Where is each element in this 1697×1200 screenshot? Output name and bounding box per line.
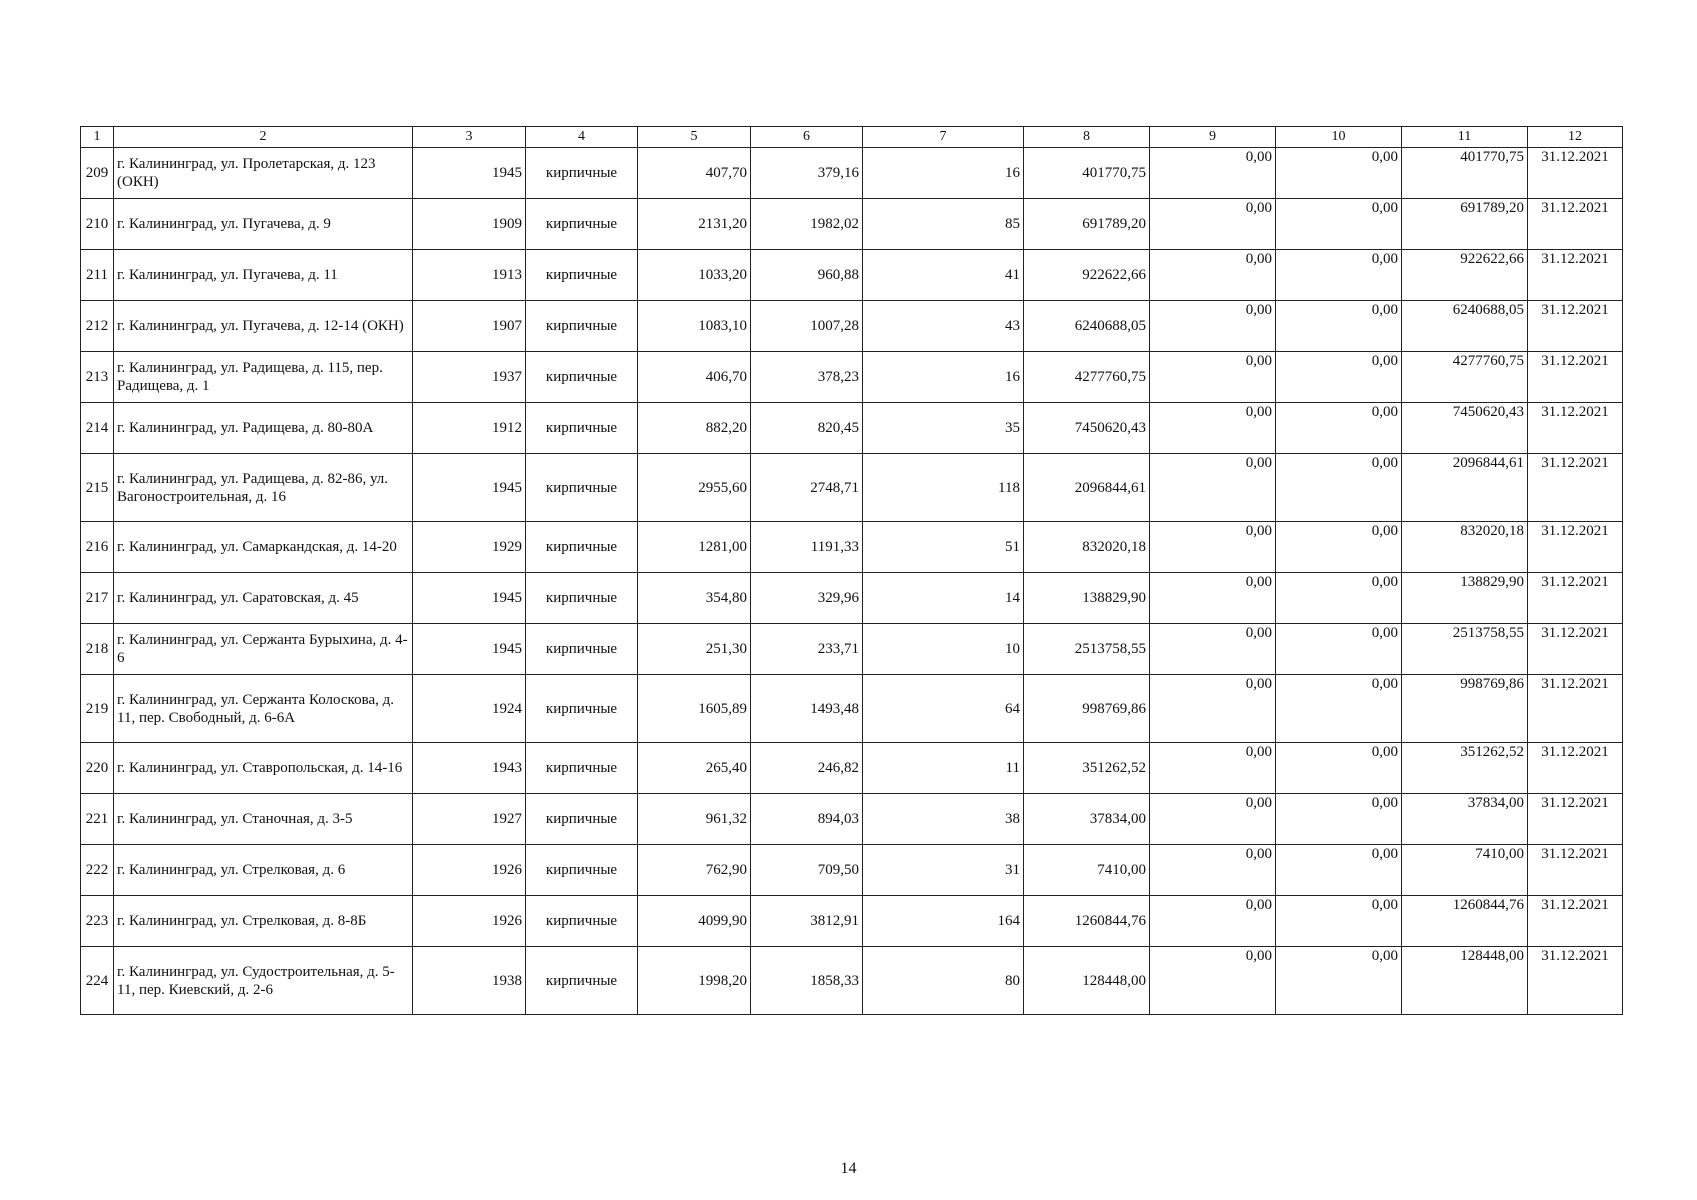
col11-cell: 138829,90 — [1402, 573, 1528, 624]
col9-cell: 0,00 — [1150, 352, 1276, 403]
table-row — [81, 522, 1623, 573]
col10-cell: 0,00 — [1276, 573, 1402, 624]
year-cell: 1943 — [413, 743, 526, 794]
col5-cell: 1083,10 — [638, 301, 751, 352]
address-cell: г. Калининград, ул. Радищева, д. 80-80А — [114, 403, 413, 454]
col-header-3: 3 — [413, 127, 526, 148]
col7-cell: 41 — [863, 250, 1024, 301]
year-cell: 1945 — [413, 573, 526, 624]
deadline-date-cell: 31.12.2021 — [1528, 845, 1623, 896]
col9-cell: 0,00 — [1150, 199, 1276, 250]
col10-cell: 0,00 — [1276, 301, 1402, 352]
col5-cell: 407,70 — [638, 148, 751, 199]
table-row — [81, 250, 1623, 301]
wall-material-cell: кирпичные — [526, 675, 638, 743]
row-number: 212 — [81, 301, 114, 352]
table-row — [81, 896, 1623, 947]
year-cell: 1938 — [413, 947, 526, 1015]
wall-material-cell: кирпичные — [526, 845, 638, 896]
address-cell: г. Калининград, ул. Саратовская, д. 45 — [114, 573, 413, 624]
col5-cell: 251,30 — [638, 624, 751, 675]
col5-cell: 882,20 — [638, 403, 751, 454]
table-row — [81, 675, 1623, 743]
col10-cell: 0,00 — [1276, 403, 1402, 454]
address-cell: г. Калининград, ул. Ставропольская, д. 14-16 — [114, 743, 413, 794]
table-row — [81, 743, 1623, 794]
col8-cell: 998769,86 — [1024, 675, 1150, 743]
table-row — [81, 199, 1623, 250]
col7-cell: 38 — [863, 794, 1024, 845]
col8-cell: 401770,75 — [1024, 148, 1150, 199]
table-row — [81, 352, 1623, 403]
col11-cell: 832020,18 — [1402, 522, 1528, 573]
col8-cell: 1260844,76 — [1024, 896, 1150, 947]
row-number: 213 — [81, 352, 114, 403]
col7-cell: 43 — [863, 301, 1024, 352]
col11-cell: 351262,52 — [1402, 743, 1528, 794]
year-cell: 1937 — [413, 352, 526, 403]
col7-cell: 35 — [863, 403, 1024, 454]
deadline-date-cell: 31.12.2021 — [1528, 148, 1623, 199]
col7-cell: 51 — [863, 522, 1024, 573]
table-row — [81, 845, 1623, 896]
wall-material-cell: кирпичные — [526, 250, 638, 301]
row-number: 215 — [81, 454, 114, 522]
page-number: 14 — [840, 1160, 857, 1177]
col9-cell: 0,00 — [1150, 250, 1276, 301]
col9-cell: 0,00 — [1150, 148, 1276, 199]
wall-material-cell: кирпичные — [526, 947, 638, 1015]
year-cell: 1929 — [413, 522, 526, 573]
col5-cell: 265,40 — [638, 743, 751, 794]
address-cell: г. Калининград, ул. Пугачева, д. 9 — [114, 199, 413, 250]
col6-cell: 1982,02 — [751, 199, 863, 250]
row-number: 214 — [81, 403, 114, 454]
wall-material-cell: кирпичные — [526, 573, 638, 624]
col5-cell: 2131,20 — [638, 199, 751, 250]
col9-cell: 0,00 — [1150, 301, 1276, 352]
col5-cell: 961,32 — [638, 794, 751, 845]
deadline-date-cell: 31.12.2021 — [1528, 403, 1623, 454]
col10-cell: 0,00 — [1276, 148, 1402, 199]
col6-cell: 1191,33 — [751, 522, 863, 573]
col11-cell: 6240688,05 — [1402, 301, 1528, 352]
col9-cell: 0,00 — [1150, 794, 1276, 845]
deadline-date-cell: 31.12.2021 — [1528, 794, 1623, 845]
col5-cell: 1605,89 — [638, 675, 751, 743]
address-cell: г. Калининград, ул. Судостроительная, д. 5-11, пер. Киевский, д. 2-6 — [114, 947, 413, 1015]
col9-cell: 0,00 — [1150, 845, 1276, 896]
year-cell: 1926 — [413, 896, 526, 947]
row-number: 219 — [81, 675, 114, 743]
col9-cell: 0,00 — [1150, 947, 1276, 1015]
wall-material-cell: кирпичные — [526, 403, 638, 454]
col8-cell: 832020,18 — [1024, 522, 1150, 573]
col6-cell: 1007,28 — [751, 301, 863, 352]
table-row — [81, 573, 1623, 624]
year-cell: 1945 — [413, 624, 526, 675]
wall-material-cell: кирпичные — [526, 352, 638, 403]
col6-cell: 709,50 — [751, 845, 863, 896]
col7-cell: 85 — [863, 199, 1024, 250]
deadline-date-cell: 31.12.2021 — [1528, 250, 1623, 301]
col7-cell: 14 — [863, 573, 1024, 624]
col8-cell: 37834,00 — [1024, 794, 1150, 845]
deadline-date-cell: 31.12.2021 — [1528, 675, 1623, 743]
table-row — [81, 301, 1623, 352]
col9-cell: 0,00 — [1150, 573, 1276, 624]
col-header-4: 4 — [526, 127, 638, 148]
col6-cell: 2748,71 — [751, 454, 863, 522]
address-cell: г. Калининград, ул. Пугачева, д. 11 — [114, 250, 413, 301]
address-cell: г. Калининград, ул. Стрелковая, д. 8-8Б — [114, 896, 413, 947]
col5-cell: 406,70 — [638, 352, 751, 403]
col6-cell: 379,16 — [751, 148, 863, 199]
col11-cell: 401770,75 — [1402, 148, 1528, 199]
col9-cell: 0,00 — [1150, 403, 1276, 454]
wall-material-cell: кирпичные — [526, 148, 638, 199]
col10-cell: 0,00 — [1276, 743, 1402, 794]
col5-cell: 354,80 — [638, 573, 751, 624]
wall-material-cell: кирпичные — [526, 896, 638, 947]
col6-cell: 246,82 — [751, 743, 863, 794]
col10-cell: 0,00 — [1276, 352, 1402, 403]
col11-cell: 2096844,61 — [1402, 454, 1528, 522]
wall-material-cell: кирпичные — [526, 454, 638, 522]
table-row — [81, 624, 1623, 675]
housing-table — [80, 126, 1623, 1015]
table-row — [81, 148, 1623, 199]
col-header-7: 7 — [863, 127, 1024, 148]
address-cell: г. Калининград, ул. Стрелковая, д. 6 — [114, 845, 413, 896]
row-number: 209 — [81, 148, 114, 199]
col7-cell: 10 — [863, 624, 1024, 675]
col11-cell: 4277760,75 — [1402, 352, 1528, 403]
col8-cell: 7410,00 — [1024, 845, 1150, 896]
col8-cell: 691789,20 — [1024, 199, 1150, 250]
col8-cell: 351262,52 — [1024, 743, 1150, 794]
col5-cell: 4099,90 — [638, 896, 751, 947]
deadline-date-cell: 31.12.2021 — [1528, 352, 1623, 403]
row-number: 220 — [81, 743, 114, 794]
col-header-9: 9 — [1150, 127, 1276, 148]
address-cell: г. Калининград, ул. Радищева, д. 115, пер. Радищева, д. 1 — [114, 352, 413, 403]
col7-cell: 16 — [863, 352, 1024, 403]
col11-cell: 691789,20 — [1402, 199, 1528, 250]
wall-material-cell: кирпичные — [526, 199, 638, 250]
year-cell: 1926 — [413, 845, 526, 896]
col6-cell: 3812,91 — [751, 896, 863, 947]
col9-cell: 0,00 — [1150, 624, 1276, 675]
table-row — [81, 403, 1623, 454]
row-number: 210 — [81, 199, 114, 250]
year-cell: 1945 — [413, 148, 526, 199]
col7-cell: 11 — [863, 743, 1024, 794]
col10-cell: 0,00 — [1276, 896, 1402, 947]
col11-cell: 998769,86 — [1402, 675, 1528, 743]
table-row — [81, 454, 1623, 522]
col-header-5: 5 — [638, 127, 751, 148]
row-number: 224 — [81, 947, 114, 1015]
col10-cell: 0,00 — [1276, 794, 1402, 845]
deadline-date-cell: 31.12.2021 — [1528, 947, 1623, 1015]
year-cell: 1912 — [413, 403, 526, 454]
address-cell: г. Калининград, ул. Самаркандская, д. 14-20 — [114, 522, 413, 573]
col10-cell: 0,00 — [1276, 947, 1402, 1015]
col-header-10: 10 — [1276, 127, 1402, 148]
col7-cell: 80 — [863, 947, 1024, 1015]
col8-cell: 128448,00 — [1024, 947, 1150, 1015]
col7-cell: 16 — [863, 148, 1024, 199]
year-cell: 1913 — [413, 250, 526, 301]
wall-material-cell: кирпичные — [526, 301, 638, 352]
col9-cell: 0,00 — [1150, 522, 1276, 573]
col7-cell: 118 — [863, 454, 1024, 522]
col8-cell: 6240688,05 — [1024, 301, 1150, 352]
col11-cell: 1260844,76 — [1402, 896, 1528, 947]
col10-cell: 0,00 — [1276, 845, 1402, 896]
col8-cell: 922622,66 — [1024, 250, 1150, 301]
deadline-date-cell: 31.12.2021 — [1528, 573, 1623, 624]
address-cell: г. Калининград, ул. Станочная, д. 3-5 — [114, 794, 413, 845]
wall-material-cell: кирпичные — [526, 624, 638, 675]
col6-cell: 1493,48 — [751, 675, 863, 743]
col10-cell: 0,00 — [1276, 675, 1402, 743]
table-row — [81, 794, 1623, 845]
deadline-date-cell: 31.12.2021 — [1528, 522, 1623, 573]
wall-material-cell: кирпичные — [526, 794, 638, 845]
col9-cell: 0,00 — [1150, 896, 1276, 947]
col6-cell: 960,88 — [751, 250, 863, 301]
col-header-12: 12 — [1528, 127, 1623, 148]
col6-cell: 1858,33 — [751, 947, 863, 1015]
col8-cell: 138829,90 — [1024, 573, 1150, 624]
col11-cell: 7410,00 — [1402, 845, 1528, 896]
address-cell: г. Калининград, ул. Пролетарская, д. 123 (ОКН) — [114, 148, 413, 199]
year-cell: 1945 — [413, 454, 526, 522]
col5-cell: 2955,60 — [638, 454, 751, 522]
col9-cell: 0,00 — [1150, 675, 1276, 743]
wall-material-cell: кирпичные — [526, 522, 638, 573]
row-number: 221 — [81, 794, 114, 845]
col11-cell: 7450620,43 — [1402, 403, 1528, 454]
col10-cell: 0,00 — [1276, 454, 1402, 522]
table-body — [81, 148, 1623, 1015]
address-cell: г. Калининград, ул. Сержанта Колоскова, д. 11, пер. Свободный, д. 6-6А — [114, 675, 413, 743]
wall-material-cell: кирпичные — [526, 743, 638, 794]
deadline-date-cell: 31.12.2021 — [1528, 743, 1623, 794]
col11-cell: 922622,66 — [1402, 250, 1528, 301]
col5-cell: 762,90 — [638, 845, 751, 896]
col7-cell: 164 — [863, 896, 1024, 947]
col10-cell: 0,00 — [1276, 522, 1402, 573]
address-cell: г. Калининград, ул. Сержанта Бурыхина, д. 4-6 — [114, 624, 413, 675]
col11-cell: 128448,00 — [1402, 947, 1528, 1015]
col-header-2: 2 — [114, 127, 413, 148]
address-cell: г. Калининград, ул. Пугачева, д. 12-14 (ОКН) — [114, 301, 413, 352]
col-header-11: 11 — [1402, 127, 1528, 148]
col8-cell: 4277760,75 — [1024, 352, 1150, 403]
deadline-date-cell: 31.12.2021 — [1528, 301, 1623, 352]
col8-cell: 2096844,61 — [1024, 454, 1150, 522]
deadline-date-cell: 31.12.2021 — [1528, 624, 1623, 675]
col5-cell: 1281,00 — [638, 522, 751, 573]
col10-cell: 0,00 — [1276, 624, 1402, 675]
col-header-1: 1 — [81, 127, 114, 148]
deadline-date-cell: 31.12.2021 — [1528, 454, 1623, 522]
year-cell: 1924 — [413, 675, 526, 743]
col5-cell: 1998,20 — [638, 947, 751, 1015]
deadline-date-cell: 31.12.2021 — [1528, 199, 1623, 250]
header-row — [81, 127, 1623, 148]
col11-cell: 37834,00 — [1402, 794, 1528, 845]
col6-cell: 329,96 — [751, 573, 863, 624]
col-header-6: 6 — [751, 127, 863, 148]
year-cell: 1907 — [413, 301, 526, 352]
col8-cell: 7450620,43 — [1024, 403, 1150, 454]
col11-cell: 2513758,55 — [1402, 624, 1528, 675]
col9-cell: 0,00 — [1150, 454, 1276, 522]
col6-cell: 894,03 — [751, 794, 863, 845]
address-cell: г. Калининград, ул. Радищева, д. 82-86, ул. Вагоностроительная, д. 16 — [114, 454, 413, 522]
year-cell: 1909 — [413, 199, 526, 250]
col-header-8: 8 — [1024, 127, 1150, 148]
col7-cell: 64 — [863, 675, 1024, 743]
row-number: 218 — [81, 624, 114, 675]
col8-cell: 2513758,55 — [1024, 624, 1150, 675]
col10-cell: 0,00 — [1276, 250, 1402, 301]
col6-cell: 378,23 — [751, 352, 863, 403]
col6-cell: 233,71 — [751, 624, 863, 675]
col5-cell: 1033,20 — [638, 250, 751, 301]
col9-cell: 0,00 — [1150, 743, 1276, 794]
deadline-date-cell: 31.12.2021 — [1528, 896, 1623, 947]
row-number: 216 — [81, 522, 114, 573]
col7-cell: 31 — [863, 845, 1024, 896]
row-number: 217 — [81, 573, 114, 624]
table-row — [81, 947, 1623, 1015]
year-cell: 1927 — [413, 794, 526, 845]
col10-cell: 0,00 — [1276, 199, 1402, 250]
row-number: 211 — [81, 250, 114, 301]
row-number: 222 — [81, 845, 114, 896]
col6-cell: 820,45 — [751, 403, 863, 454]
row-number: 223 — [81, 896, 114, 947]
